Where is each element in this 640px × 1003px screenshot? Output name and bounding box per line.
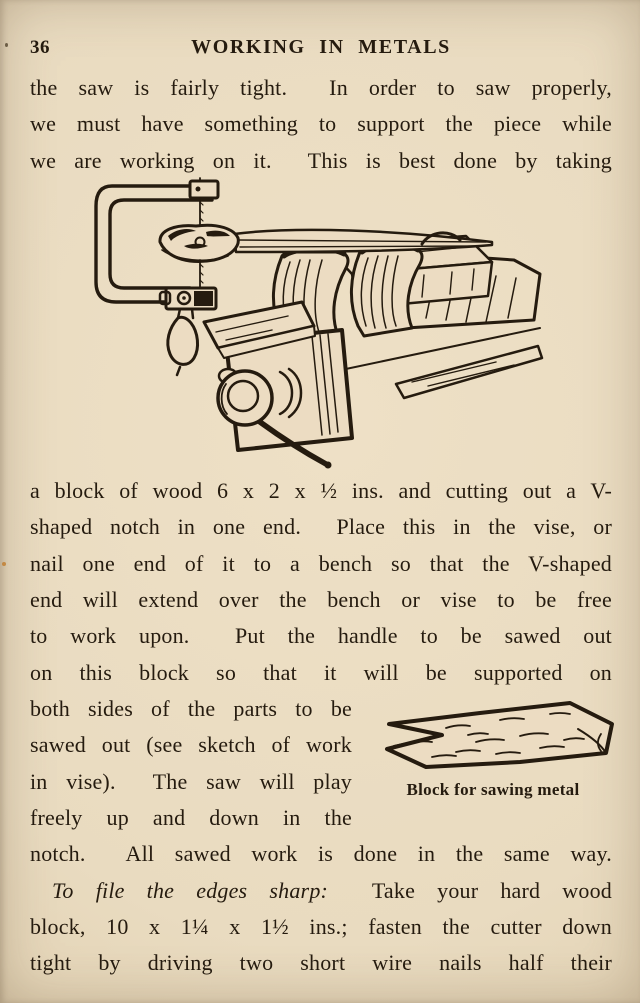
- text-line: nail one end of it to a bench so that the V-shaped: [30, 550, 612, 576]
- lead-rest: Take your hard wood: [328, 877, 612, 903]
- text-line: shaped notch in one end. Place this in the vise, or: [30, 514, 612, 540]
- paragraph-top: [30, 70, 612, 179]
- sawing-block-drawing: [380, 697, 620, 773]
- text-line: the saw is fairly tight. In order to saw properly,: [30, 75, 612, 100]
- text-line: end will extend over the bench or vise to be free: [30, 587, 612, 613]
- paper-speck: [5, 43, 8, 47]
- figure-caption: Block for sawing metal: [406, 780, 580, 799]
- text-line: in vise). The saw will play: [30, 768, 352, 794]
- text-line: tight by driving two short wire nails half their: [30, 950, 612, 976]
- page-title: WORKING IN METALS: [191, 36, 451, 58]
- text-line: sawed out (see sketch of work: [30, 732, 352, 758]
- figure-saw-in-vise: [76, 176, 548, 468]
- text-line: to work upon. Put the handle to be sawed out: [30, 623, 612, 649]
- text-line: a block of wood 6 x 2 x ½ ins. and cutting out a V-: [30, 478, 612, 503]
- italic-lead: To file the edges sharp:: [52, 877, 329, 903]
- text-line: both sides of the parts to be: [30, 696, 352, 722]
- text-line: we must have something to support the piece while: [30, 111, 612, 137]
- page-number: 36: [30, 37, 50, 58]
- saw-in-vise-drawing: [76, 176, 548, 468]
- text-line: block, 10 x 1¼ x 1½ ins.; fasten the cutter down: [30, 914, 612, 940]
- text-line: notch. All sawed work is done in the same way.: [30, 841, 612, 867]
- paper-speck: [2, 562, 6, 566]
- text-line: on this block so that it will be supported on: [30, 659, 612, 685]
- text-line: we are working on it. This is best done by taking: [30, 147, 612, 173]
- text-line: [30, 873, 612, 909]
- running-head: [30, 36, 612, 62]
- figure-sawing-block: [380, 697, 620, 800]
- text-line: freely up and down in the: [30, 805, 352, 831]
